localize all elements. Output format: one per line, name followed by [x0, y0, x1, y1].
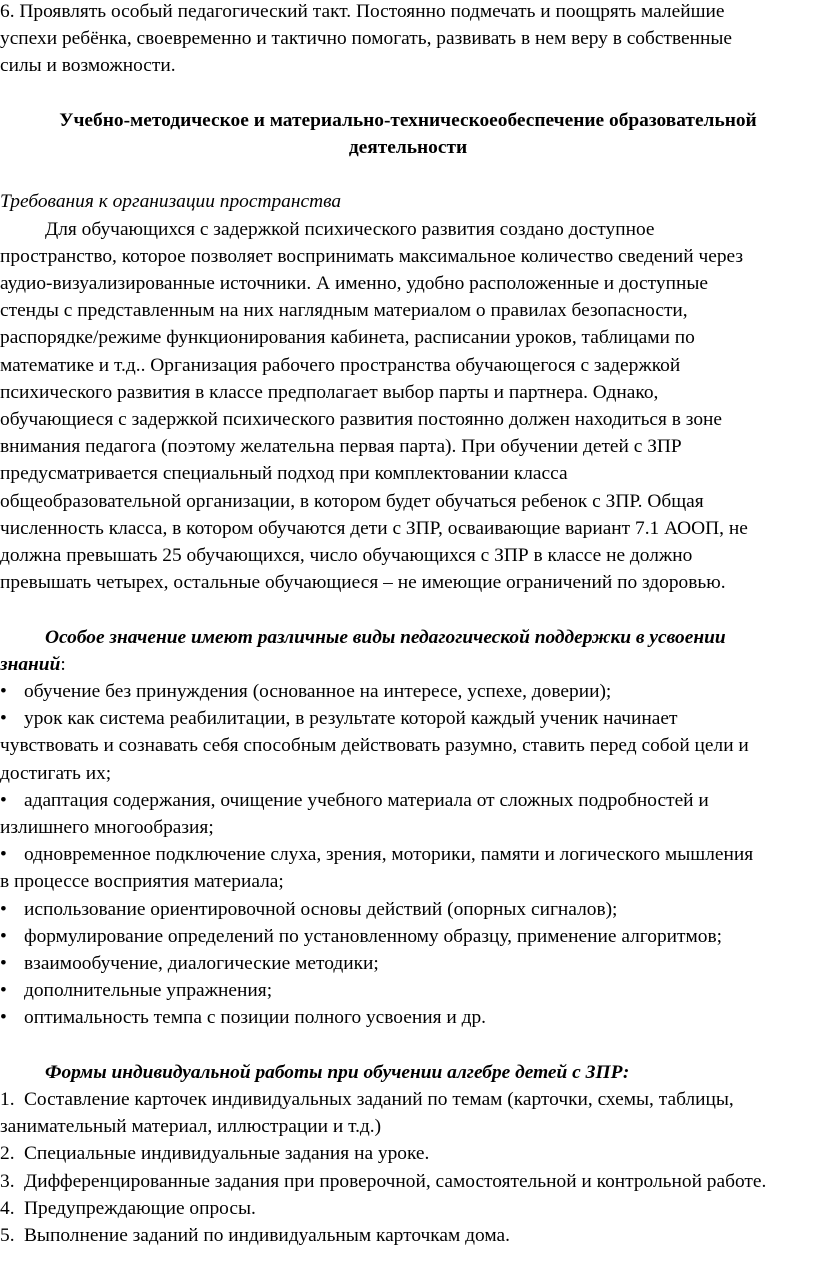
text-line: предусматривается специальный подход при комплектовании класса [0, 463, 568, 485]
list-item [0, 841, 816, 895]
list-item-line [0, 896, 816, 923]
item-number: 4. [0, 1197, 15, 1219]
numbered-item-text: Дифференцированные задания при проверочной, самостоятельной и контрольной работе. [24, 1170, 767, 1192]
text-line: 6. Проявлять особый педагогический такт. Постоянно подмечать и поощрять малейшие [0, 1, 725, 22]
list-item [0, 1004, 816, 1031]
forms-section [0, 1059, 816, 1249]
list-item-text: обучение без принуждения (основанное на интересе, успехе, доверии); [24, 681, 612, 703]
subsection-title-colon: : [60, 653, 66, 675]
text-line: превышать четырех, остальные обучающиеся – не имеющие ограничений по здоровью. [0, 572, 726, 594]
text-line: успехи ребёнка, своевременно и тактично помогать, развивать в нем веру в собственные [0, 28, 732, 50]
subsection-title: Формы индивидуальной работы при обучении алгебре детей с ЗПР: [45, 1061, 630, 1083]
numbered-item [0, 1195, 816, 1222]
item-number: 3. [0, 1170, 15, 1192]
list-item [0, 678, 816, 705]
numbered-item [0, 1086, 816, 1140]
numbered-item [0, 1140, 816, 1167]
bullet-marker: • [0, 681, 7, 703]
list-item-text: оптимальность темпа с позиции полного усвоения и др. [24, 1007, 487, 1029]
text-line: численность класса, в котором обучаются дети с ЗПР, осваивающие вариант 7.1 АООП, не [0, 517, 748, 539]
numbered-item-line [0, 1195, 816, 1222]
heading-line: деятельности [348, 137, 468, 158]
list-item-text: использование ориентировочной основы действий (опорных сигналов); [24, 898, 618, 920]
list-item [0, 705, 816, 787]
heading-line: Учебно-методическое и материально-техническоеобеспечение образовательной [59, 109, 757, 131]
numbered-item-text: Предупреждающие опросы. [24, 1197, 256, 1219]
list-item [0, 896, 816, 923]
bullet-marker: • [0, 898, 7, 920]
subsection-title: Требования к организации пространства [0, 191, 342, 213]
bullet-marker: • [0, 789, 7, 811]
list-item-line [0, 841, 816, 868]
text-line: должна превышать 25 обучающихся, число обучающихся с ЗПР в классе не должно [0, 545, 693, 567]
numbered-item-text: Составление карточек индивидуальных заданий по темам (карточки, схемы, таблицы, [24, 1089, 734, 1111]
list-item-line [0, 977, 816, 1004]
support-section [0, 624, 816, 1032]
item-number: 1. [0, 1089, 15, 1111]
forms-list [0, 1086, 816, 1249]
bullet-marker: • [0, 844, 7, 866]
list-item-line [0, 1004, 816, 1031]
list-item [0, 923, 816, 950]
numbered-item-text: занимательный материал, иллюстрации и т.д.) [0, 1116, 382, 1138]
list-item-line [0, 868, 816, 895]
section-heading [0, 107, 816, 161]
list-item-line [0, 732, 816, 759]
bullet-marker: • [0, 953, 7, 975]
text-line: аудио-визуализированные источники. А именно, удобно расположенные и доступные [0, 273, 708, 294]
bullet-marker: • [0, 980, 7, 1002]
list-item-text: адаптация содержания, очищение учебного материала от сложных подробностей и [24, 789, 709, 811]
support-list [0, 678, 816, 1032]
list-item-line [0, 950, 816, 977]
text-line: обучающиеся с задержкой психического развития постоянно должен находиться в зоне [0, 409, 723, 431]
list-item-text: чувствовать и сознавать себя способным действовать разумно, ставить перед собой цели и [0, 735, 749, 757]
space-requirements-section [0, 188, 816, 596]
bullet-marker: • [0, 925, 7, 947]
list-item-text: одновременное подключение слуха, зрения, моторики, памяти и логического мышления [24, 844, 754, 866]
list-item-text: взаимообучение, диалогические методики; [24, 953, 379, 975]
paragraph-6 [0, 0, 816, 80]
item-number: 2. [0, 1143, 15, 1165]
text-line: внимания педагога (поэтому желательна первая парта). При обучении детей с ЗПР [0, 436, 682, 458]
subsection-title: Особое значение имеют различные виды педагогической поддержки в усвоении [45, 626, 726, 648]
list-item [0, 977, 816, 1004]
text-line: общеобразовательной организации, в котором будет обучаться ребенок с ЗПР. Общая [0, 490, 704, 512]
list-item [0, 787, 816, 841]
spacer [0, 596, 816, 623]
list-item-text: дополнительные упражнения; [24, 980, 273, 1002]
text-line: математике и т.д.. Организация рабочего пространства обучающегося с задержкой [0, 354, 681, 376]
numbered-item-text: Выполнение заданий по индивидуальным карточкам дома. [24, 1225, 510, 1247]
text-line: стенды с представленным на них наглядным материалом о правилах безопасности, [0, 300, 688, 322]
list-item-text: в процессе восприятия материала; [0, 871, 284, 893]
text-line: психического развития в классе предполагает выбор парты и партнера. Однако, [0, 381, 659, 403]
spacer [0, 80, 816, 107]
list-item-text: урок как система реабилитации, в результате которой каждый ученик начинает [24, 708, 678, 730]
text-line: Для обучающихся с задержкой психического развития создано доступное [45, 218, 655, 240]
numbered-item [0, 1168, 816, 1195]
spacer [0, 161, 816, 188]
bullet-marker: • [0, 708, 7, 730]
list-item-line [0, 923, 816, 950]
list-item-line [0, 787, 816, 814]
list-item-text: излишнего многообразия; [0, 817, 214, 839]
numbered-item-line [0, 1113, 816, 1140]
list-item [0, 950, 816, 977]
item-number: 5. [0, 1225, 15, 1247]
numbered-item-text: Специальные индивидуальные задания на уроке. [24, 1143, 430, 1165]
numbered-item-line [0, 1222, 816, 1249]
spacer [0, 1032, 816, 1059]
numbered-item [0, 1222, 816, 1249]
list-item-line [0, 760, 816, 787]
list-item-line [0, 814, 816, 841]
numbered-item-line [0, 1168, 816, 1195]
bullet-marker: • [0, 1007, 7, 1029]
list-item-line [0, 678, 816, 705]
text-line: распорядке/режиме функционирования кабинета, расписании уроков, таблицами по [0, 327, 695, 349]
numbered-item-line [0, 1140, 816, 1167]
numbered-item-line [0, 1086, 816, 1113]
list-item-text: достигать их; [0, 762, 112, 784]
text-line: силы и возможности. [0, 55, 176, 77]
list-item-line [0, 705, 816, 732]
subsection-title-word: знаний [0, 653, 61, 675]
text-line: пространство, которое позволяет воспринимать максимальное количество сведений через [0, 245, 744, 267]
list-item-text: формулирование определений по установленному образцу, применение алгоритмов; [24, 925, 723, 947]
subsection-title-end [0, 651, 816, 678]
